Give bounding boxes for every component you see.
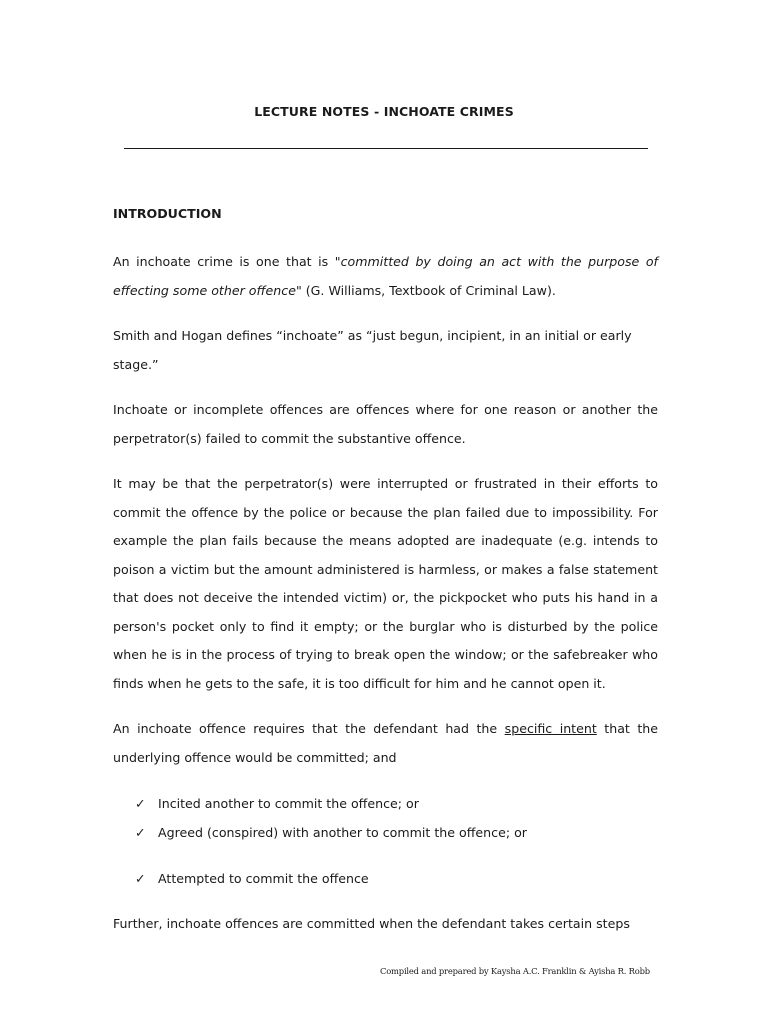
- paragraph-examples: It may be that the perpetrator(s) were interrupted or frustrated in their efforts to commit the offence by the police or because the plan failed due to impossibility. For example the plan fails because the means adopted are inadequate (e.g. intends to poison a victim but the amount administered is harmless, or makes a false statement that does not deceive the intended victim) or, the pickpocket who puts his hand in a person's pocket only to find it empty; or the burglar who is disturbed by the police when he is in the process of trying to break open the window; or the safebreaker who finds when he gets to the safe, it is too difficult for him and he cannot open it.: [113, 476, 658, 691]
- checkmark-icon: ✓: [135, 871, 146, 886]
- checkmark-icon: ✓: [135, 825, 146, 840]
- paragraph-further: Further, inchoate offences are committed when the defendant takes certain steps: [113, 916, 630, 931]
- checkmark-icon: ✓: [135, 796, 146, 811]
- checklist-item-label: Attempted to commit the offence: [158, 871, 369, 886]
- paragraph-definition-citation: " (G. Williams, Textbook of Criminal Law).: [295, 282, 556, 298]
- checklist-item: [113, 789, 658, 818]
- checklist-item-label: Incited another to commit the offence; or: [158, 796, 419, 811]
- paragraph-specific-intent-lead: An inchoate offence requires that the defendant had the: [113, 721, 505, 736]
- quoted-definition: committed by doing an act with the purpose of effecting some other offence: [113, 254, 658, 298]
- checklist-item: [113, 818, 658, 847]
- paragraph-specific-intent-rest: that the underlying offence would be committed; and: [113, 721, 658, 765]
- title-underline-rule: [124, 148, 648, 149]
- footer-credit: Compiled and prepared by Kaysha A.C. Franklin & Ayisha R. Robb: [380, 966, 650, 976]
- paragraph-incomplete-offences: Inchoate or incomplete offences are offences where for one reason or another the perpetrator(s) failed to commit the substantive offence.: [113, 402, 658, 446]
- document-body: [113, 204, 658, 939]
- checklist: [113, 789, 658, 893]
- document-title: LECTURE NOTES - INCHOATE CRIMES: [254, 104, 514, 119]
- paragraph-specific-intent: [113, 715, 658, 772]
- checklist-item: [113, 864, 658, 893]
- checklist-item-label: Agreed (conspired) with another to commit the offence; or: [158, 825, 527, 840]
- underlined-term: specific intent: [504, 721, 597, 736]
- section-heading: INTRODUCTION: [113, 206, 222, 221]
- paragraph-definition: [113, 248, 658, 305]
- paragraph-smith-hogan: Smith and Hogan defines “inchoate” as “just begun, incipient, in an initial or early stage.”: [113, 328, 632, 372]
- paragraph-definition-lead: An inchoate crime is one that is ": [113, 254, 341, 269]
